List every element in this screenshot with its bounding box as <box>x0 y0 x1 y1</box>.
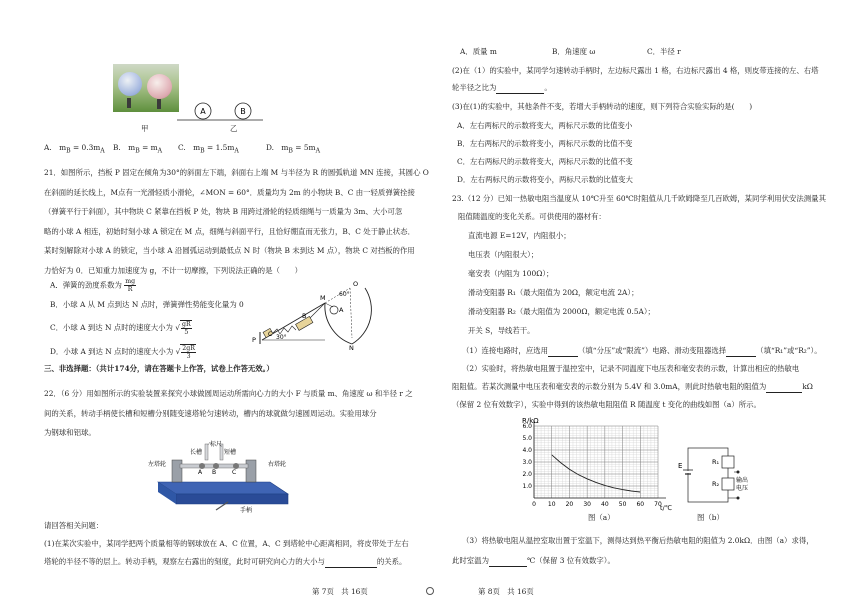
y-tick-label: 2.0 <box>522 471 532 478</box>
figure-yi-balls <box>175 94 265 124</box>
label-pos-c: C <box>232 469 237 476</box>
x-tick-label: 50 <box>618 501 627 508</box>
figure-label-jia: 甲 <box>141 124 149 133</box>
fraction-denominator: 5 <box>184 329 189 336</box>
fraction-denominator: 3 <box>186 353 191 360</box>
label-m: M <box>320 294 326 302</box>
x-tick-label: 0 <box>532 501 536 508</box>
x-tick-label: 40 <box>601 501 609 508</box>
label-voltage: 电压 <box>736 485 749 492</box>
q21-line: 在斜面的延长线上，M点有一光滑轻质小滑轮，∠MON = 60°．质量均为 2m 的小物块 B、C 由一轻质弹簧拴接 <box>44 187 415 197</box>
q21-line: 略的小球 A 相连，初始时刻小球 A 锁定在 M 点，细绳与斜面平行，且恰好绷直而无张力，B、C 处于静止状态． <box>44 226 415 236</box>
q22-3-option-d[interactable]: D．左右两标尺的示数将变小，两标尺示数的比值变大 <box>457 175 633 184</box>
centripetal-apparatus-figure <box>150 440 300 516</box>
q22-3-option-c[interactable]: C．左右两标尺的示数将变大，两标尺示数的比值不变 <box>457 157 633 166</box>
q23-2-line3: （保留 2 位有效数字），实验中得到的该热敏电阻阻值 R 随温度 t 变化的曲线如图（a）所示。 <box>452 400 761 409</box>
y-tick-label: 5.0 <box>522 435 532 442</box>
label-angle30: 30° <box>276 334 287 341</box>
q22-1-option-c[interactable]: C．半径 r <box>647 47 681 56</box>
q21-option-b[interactable]: B．小球 A 从 M 点到达 N 点时，弹簧弹性势能变化量为 0 <box>50 300 244 309</box>
q21-option-a[interactable] <box>50 278 136 293</box>
chart-xlabel: t/℃ <box>660 504 673 512</box>
y-tick-label: 3.0 <box>522 459 532 466</box>
label-o: O <box>353 280 359 288</box>
q20-option-d[interactable]: D. $m_B = 5m_A$ <box>266 143 321 155</box>
y-tick-label: 6.0 <box>522 423 532 430</box>
q22-2-line2 <box>452 83 552 94</box>
q22-1-tail: 的关系。 <box>376 557 407 566</box>
q22-text <box>44 384 413 443</box>
q22-2-answer-blank[interactable] <box>496 83 544 94</box>
label-e: E <box>678 462 683 470</box>
q21-line: 力恰好为 0．已知重力加速度为 g，不计一切摩擦，下列说法正确的是（ ） <box>44 265 303 275</box>
q22-line: 为钢球和铝球。 <box>44 428 96 437</box>
q22-1-line2 <box>44 557 406 568</box>
q23-2-line2 <box>452 382 813 393</box>
q21-text <box>44 163 429 280</box>
fraction-numerator: gR <box>182 321 191 328</box>
q23-3-tail: ℃（保留 3 位有效数字）。 <box>526 556 615 565</box>
resistance-curve <box>552 455 641 492</box>
q21-option-d-text: D．小球 A 到达 N 点时的速度大小为 <box>50 347 174 356</box>
q22-2-line1: (2)在（1）的实验中，某同学匀速转动手柄时，左边标尺露出 1 格，右边标尺露出 4 格，则皮带连接的左、右塔 <box>452 66 819 75</box>
sqrt-symbol: √ <box>175 323 181 332</box>
q22-1-text: 塔轮的半径不等的层上。转动手柄，观察左右露出的刻度，此时可研究向心力的大小与 <box>44 557 325 566</box>
figure-b-caption: 图（b） <box>697 513 724 522</box>
figure-a-caption: 图（a） <box>588 513 615 522</box>
q23-1-circuit-blank[interactable] <box>548 346 578 357</box>
label-biaochi: 标尺 <box>210 441 223 448</box>
q23-1-rheostat-blank[interactable] <box>726 346 756 357</box>
x-tick-label: 60 <box>636 501 645 508</box>
q23-3-answer-blank[interactable] <box>489 556 527 567</box>
equipment-item: 滑动变阻器 R₁（最大阻值为 20Ω，额定电流 2A）； <box>468 288 639 297</box>
figure-label-yi: 乙 <box>230 124 238 133</box>
q22-ask: 请回答相关问题： <box>44 521 104 530</box>
q21-option-c-text: C．小球 A 到达 N 点时的速度大小为 <box>50 323 173 332</box>
q22-1-option-b[interactable]: B．角速度 ω <box>552 47 596 56</box>
q23-2-answer-blank[interactable] <box>766 382 802 393</box>
q22-1-answer-blank[interactable] <box>325 557 377 568</box>
q23-2-line1: （2）实验时，将热敏电阻置于温控室中，记录不同温度下电压表和毫安表的示数，计算出相应的热敏电 <box>462 364 800 373</box>
chart-ylabel: R/kΩ <box>522 417 539 425</box>
fraction-denominator: R <box>127 286 133 293</box>
q22-3-stem: (3)在(1)的实验中，其他条件不变，若增大手柄转动的速度，则下列符合实验实际的是( ) <box>452 102 753 111</box>
q22-1-line1: (1)在某次实验中，某同学把两个质量相等的钢球放在 A、C 位置，A、C 到塔轮中心距离相同，将皮带处于左右 <box>44 539 409 548</box>
sqrt-symbol: √ <box>175 347 181 356</box>
q21-option-a-text: A．弹簧的劲度系数为 <box>50 280 122 290</box>
q21-option-d[interactable] <box>50 344 196 360</box>
q23-2-unit: kΩ <box>802 382 813 391</box>
label-left-tower: 左塔轮 <box>148 461 167 468</box>
equipment-item: 直流电源 E=12V，内阻很小； <box>468 231 571 240</box>
q21-incline-diagram <box>250 278 380 350</box>
q21-option-c[interactable] <box>50 320 192 336</box>
equipment-item: 滑动变阻器 R₂（最大阻值为 2000Ω，额定电流 0.5A）； <box>468 307 655 316</box>
x-tick-label: 10 <box>547 501 556 508</box>
q23-line2: 阻值随温度的变化关系。可供使用的器材有： <box>458 212 606 221</box>
label-output: 输出 <box>736 477 749 484</box>
label-right-tower: 右塔轮 <box>268 461 287 468</box>
ball-a-label: A <box>200 107 206 116</box>
x-tick-label: 20 <box>565 501 574 508</box>
fraction-numerator: 2gR <box>182 345 195 352</box>
footer-right-page-number: 第 8页 共 16页 <box>478 587 534 596</box>
label-c: C <box>268 331 273 338</box>
label-b: B <box>302 312 307 320</box>
ball-b-label: B <box>240 107 246 116</box>
q21-line: （弹簧平行于斜面），其中物块 C 紧靠在挡板 P 处，物块 B 用跨过滑轮的轻质细绳与一质量为 3m、大小可忽 <box>44 207 403 216</box>
fraction-2gr-3 <box>180 344 196 360</box>
q22-2-tail: 。 <box>544 83 552 92</box>
label-pos-a: A <box>198 469 203 476</box>
q23-1 <box>462 346 822 357</box>
q23-1-text-mid: （填“分压”或“限流”）电路、滑动变阻器选择 <box>578 346 727 355</box>
q21-line: 21．如图所示，挡板 P 固定在倾角为30°的斜面左下端，斜面右上端 M 与半径为 R 的圆弧轨道 MN 连接，其圆心 O <box>44 168 429 177</box>
q23-1-text: （1）连接电路时，应选用 <box>462 346 549 355</box>
equipment-item: 毫安表（内阻为 100Ω）； <box>468 269 554 278</box>
q22-1-option-a[interactable]: A．质量 m <box>460 47 497 56</box>
q23-line1: 23.（12 分）已知一热敏电阻当温度从 10℃升至 60℃时阻值从几千欧姆降至几百欧姆，某同学利用伏安法测量其 <box>452 194 826 203</box>
q20-option-a[interactable]: A. $m_B = 0.3m_A$ <box>44 143 105 155</box>
voltage-divider-circuit <box>678 442 750 510</box>
q22-2-text: 轮半径之比为 <box>452 83 497 92</box>
label-n: N <box>349 344 354 352</box>
q20-option-b[interactable]: B. $m_B = m_A$ <box>113 143 163 155</box>
q23-3-line1: （3）将热敏电阻从温控室取出置于室温下，测得达到热平衡后热敏电阻的阻值为 2.0kΩ．由图（a）求得， <box>462 536 814 545</box>
label-angle60: 60° <box>339 291 350 298</box>
q21-line: 某时刻解除对小球 A 的锁定，当小球 A 沿圆弧运动到最低点 N 时（物块 B 未到达 M 点），物块 C 对挡板的作用 <box>44 246 415 255</box>
q22-line: 间的关系，转动手柄使长槽和短槽分别随变速塔轮匀速转动，槽内的球就做匀速圆周运动。实验用球分 <box>44 408 377 418</box>
page-divider-hole <box>426 587 434 595</box>
fraction-numerator: mg <box>125 278 136 285</box>
bubble-ball-photo <box>113 64 179 112</box>
q23-1-text-end: （填“R₁”或“R₂”）。 <box>756 346 822 355</box>
label-handle: 手柄 <box>240 507 253 514</box>
q23-2-text: 阻阻值。若某次测量中电压表和毫安表的示数分别为 5.4V 和 3.0mA，则此时热敏电阻的阻值为 <box>452 382 767 391</box>
fraction-gr-5 <box>180 320 192 336</box>
section-3-heading: 三、非选择题：（共计174分，请在答题卡上作答，试卷上作答无效。） <box>44 364 274 373</box>
x-tick-label: 30 <box>583 501 591 508</box>
q20-option-c[interactable]: C. $m_B = 1.5m_A$ <box>178 143 239 155</box>
label-r1: R₁ <box>712 458 720 466</box>
y-tick-label: 1.0 <box>522 483 532 490</box>
label-pos-b: B <box>212 469 217 476</box>
fraction-mg-r <box>124 278 136 293</box>
q22-3-option-a[interactable]: A．左右两标尺的示数将变大，两标尺示数的比值变小 <box>457 121 633 130</box>
q23-3-text: 此时室温为 <box>452 556 489 565</box>
resistance-temperature-chart <box>508 414 688 524</box>
label-changcao: 长槽 <box>190 449 203 456</box>
q23-3-line2 <box>452 556 615 567</box>
label-r2: R₂ <box>712 480 720 488</box>
label-p: P <box>252 336 256 344</box>
y-tick-label: 4.0 <box>522 447 532 454</box>
equipment-item: 开关 S，导线若干。 <box>468 326 535 335</box>
q22-3-option-b[interactable]: B．左右两标尺的示数将变小，两标尺示数的比值不变 <box>457 139 633 148</box>
footer-left-page-number: 第 7页 共 16页 <box>312 587 368 596</box>
label-duancao: 短槽 <box>224 449 237 456</box>
equipment-item: 电压表（内阻很大）； <box>468 250 539 259</box>
label-a: A <box>339 306 344 314</box>
x-tick-label: 70 <box>654 501 662 508</box>
q22-line: 22．（6 分）用如图所示的实验装置来探究小球做圆周运动所需向心力的大小 F 与质量 m、角速度 ω 和半径 r 之 <box>44 389 413 398</box>
